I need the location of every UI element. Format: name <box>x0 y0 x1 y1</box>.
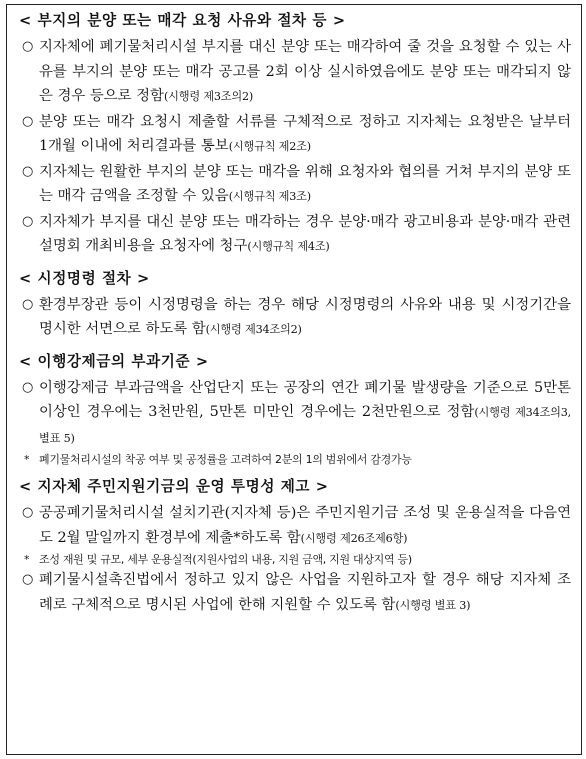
footnote <box>19 451 571 468</box>
list-item <box>19 293 571 343</box>
footnote-text: 조성 재원 및 규모, 세부 운용실적(지원사업의 내용, 지원 금액, 지원 대상지역 등) <box>39 553 412 566</box>
item-text: 폐기물시설촉진법에서 정하고 있지 않은 사업을 지원하고자 할 경우 해당 지자체 조례로 구체적으로 명시된 사업에 한해 지원할 수 있도록 함 <box>39 572 571 613</box>
list-item <box>19 501 571 551</box>
item-text: 지자체는 원활한 부지의 분양 또는 매각을 위해 요청자와 협의를 거쳐 부지의 분양 또는 매각 금액을 조정할 수 있음 <box>39 163 571 204</box>
list-item <box>19 210 571 260</box>
bullet-icon: ○ <box>22 213 34 229</box>
list-item <box>19 568 571 618</box>
list-item <box>19 110 571 160</box>
list-item <box>19 376 571 452</box>
legal-reference: (시행령 별표 3) <box>395 598 471 612</box>
asterisk-icon: * <box>24 453 30 466</box>
item-text: 지자체에 폐기물처리시설 부지를 대신 분양 또는 매각하여 줄 것을 요청할 수 있는 사유를 부지의 분양 또는 매각 공고를 2회 이상 실시하였음에도 분양 또는 매각되지 않은 경우 등으로 정함 <box>39 39 571 104</box>
footnote-text: 폐기물처리시설의 착공 여부 및 공정률을 고려하여 2분의 1의 범위에서 감경가능 <box>39 453 412 466</box>
list-item <box>19 160 571 210</box>
item-text: 공공폐기물처리시설 설치기관(지자체 등)은 주민지원기금 조성 및 운용실적을 다음연도 2월 말일까지 환경부에 제출*하도록 함 <box>39 505 571 546</box>
item-text: 지자체가 부지를 대신 분양 또는 매각하는 경우 분양·매각 광고비용과 분양·매각 관련 설명회 개최비용을 요청자에 청구 <box>39 213 571 254</box>
legal-reference: (시행규칙 제4조) <box>247 240 330 253</box>
section-title-correction-order: < 시정명령 절차 > <box>19 269 150 287</box>
bullet-icon: ○ <box>22 296 34 312</box>
legal-reference: (시행규칙 제2조) <box>228 140 311 153</box>
legal-reference: (시행령 제34조의3, 별표 5) <box>39 406 572 445</box>
footnote <box>19 551 571 568</box>
document-page <box>6 4 582 755</box>
bullet-icon: ○ <box>22 113 34 129</box>
list-item <box>19 35 571 110</box>
section-title-fund-transparency: < 지자체 주민지원기금의 운영 투명성 제고 > <box>19 478 329 495</box>
legal-reference: (시행령 제26조제6항) <box>300 531 408 545</box>
bullet-icon: ○ <box>22 163 34 179</box>
item-text: 이행강제금 부과금액을 산업단지 또는 공장의 연간 폐기물 발생량을 기준으로 5만톤 이상인 경우에는 3천만원, 5만톤 미만인 경우에는 2천만원으로 정함 <box>39 379 571 420</box>
bullet-icon: ○ <box>22 39 34 54</box>
item-text: 환경부장관 등이 시정명령을 하는 경우 해당 시정명령의 사유와 내용 및 시정기간을 명시한 서면으로 하도록 함 <box>39 296 571 337</box>
item-text: 분양 또는 매각 요청시 제출할 서류를 구체적으로 정하고 지자체는 요청받은 날부터 1개월 이내에 처리결과를 통보 <box>39 113 571 154</box>
legal-reference: (시행령 제34조의2) <box>205 323 302 336</box>
section-title-site-sale: < 부지의 분양 또는 매각 요청 사유와 절차 등 > <box>19 12 346 29</box>
legal-reference: (시행령 제3조의2) <box>163 90 254 103</box>
asterisk-icon: * <box>24 553 30 566</box>
bullet-icon: ○ <box>22 505 34 520</box>
legal-reference: (시행규칙 제3조) <box>228 190 311 203</box>
bullet-icon: ○ <box>22 379 34 395</box>
section-title-penalty-criteria: < 이행강제금의 부과기준 > <box>19 352 209 370</box>
bullet-icon: ○ <box>22 572 34 587</box>
